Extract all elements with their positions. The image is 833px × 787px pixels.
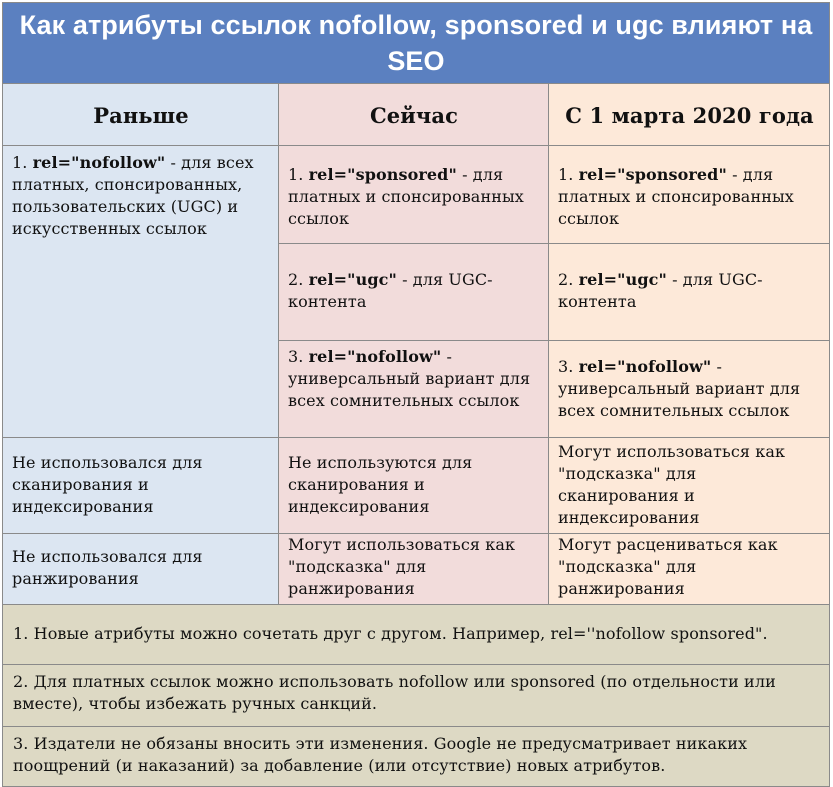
now-attribute-cell-1 xyxy=(279,146,549,244)
note-3: 3. Издатели не обязаны вносить эти изменения. Google не предусматривает никаких поощрений (и наказаний) за добавление (или отсутствие) новых атрибутов. xyxy=(3,727,830,787)
comparison-sheet xyxy=(2,2,829,780)
ranking-row xyxy=(3,534,830,605)
list-number: 3. xyxy=(558,357,574,376)
attribute-name: rel="ugc" xyxy=(578,270,667,289)
march-ranking-cell: Могут расцениваться как "подсказка" для ранжирования xyxy=(549,534,830,605)
before-attributes-cell xyxy=(3,146,279,438)
attribute-name: rel="sponsored" xyxy=(308,165,457,184)
march-attribute-cell-1 xyxy=(549,146,830,244)
list-number: 1. xyxy=(288,165,304,184)
before-ranking-cell: Не использовался для ранжирования xyxy=(3,534,279,605)
attribute-name: rel="sponsored" xyxy=(578,165,727,184)
note-1: 1. Новые атрибуты можно сочетать друг с другом. Например, rel=''nofollow sponsored". xyxy=(3,605,830,665)
attribute-description: - для платных и спонсированных ссылок xyxy=(288,165,524,228)
march-attribute-cell-3 xyxy=(549,341,830,438)
note-row-1 xyxy=(3,605,830,665)
crawling-row xyxy=(3,438,830,534)
note-row-3 xyxy=(3,727,830,787)
attribute-description: - для UGC-контента xyxy=(558,270,763,311)
note-2: 2. Для платных ссылок можно использовать nofollow или sponsored (по отдельности или вместе), чтобы избежать ручных санкций. xyxy=(3,665,830,727)
march-attribute-cell-2 xyxy=(549,244,830,341)
attribute-name: rel="ugc" xyxy=(308,270,397,289)
march-crawling-cell: Могут использоваться как "подсказка" для сканирования и индексирования xyxy=(549,438,830,534)
list-number: 1. xyxy=(12,153,28,172)
column-header-march-2020: С 1 марта 2020 года xyxy=(549,84,830,146)
attribute-row-1 xyxy=(3,146,830,244)
now-attribute-cell-3 xyxy=(279,341,549,438)
note-row-2 xyxy=(3,665,830,727)
attribute-description: - для всех платных, спонсированных, пользовательских (UGC) и искусственных ссылок xyxy=(12,153,254,238)
attribute-description: - для UGC-контента xyxy=(288,270,493,311)
attribute-name: rel="nofollow" xyxy=(308,347,442,366)
comparison-table xyxy=(2,2,830,787)
column-header-before: Раньше xyxy=(3,84,279,146)
list-number: 2. xyxy=(558,270,574,289)
title-row xyxy=(3,3,830,84)
attribute-name: rel="nofollow" xyxy=(578,357,712,376)
list-number: 3. xyxy=(288,347,304,366)
page-title: Как атрибуты ссылок nofollow, sponsored и ugc влияют на SEO xyxy=(3,3,830,84)
attribute-name: rel="nofollow" xyxy=(32,153,166,172)
attribute-description: - для платных и спонсированных ссылок xyxy=(558,165,794,228)
now-crawling-cell: Не используются для сканирования и индексирования xyxy=(279,438,549,534)
list-number: 2. xyxy=(288,270,304,289)
header-row xyxy=(3,84,830,146)
before-crawling-cell: Не использовался для сканирования и индексирования xyxy=(3,438,279,534)
column-header-now: Сейчас xyxy=(279,84,549,146)
list-number: 1. xyxy=(558,165,574,184)
attribute-description: - универсальный вариант для всех сомнительных ссылок xyxy=(558,357,801,420)
now-ranking-cell: Могут использоваться как "подсказка" для ранжирования xyxy=(279,534,549,605)
now-attribute-cell-2 xyxy=(279,244,549,341)
attribute-description: - универсальный вариант для всех сомнительных ссылок xyxy=(288,347,531,410)
